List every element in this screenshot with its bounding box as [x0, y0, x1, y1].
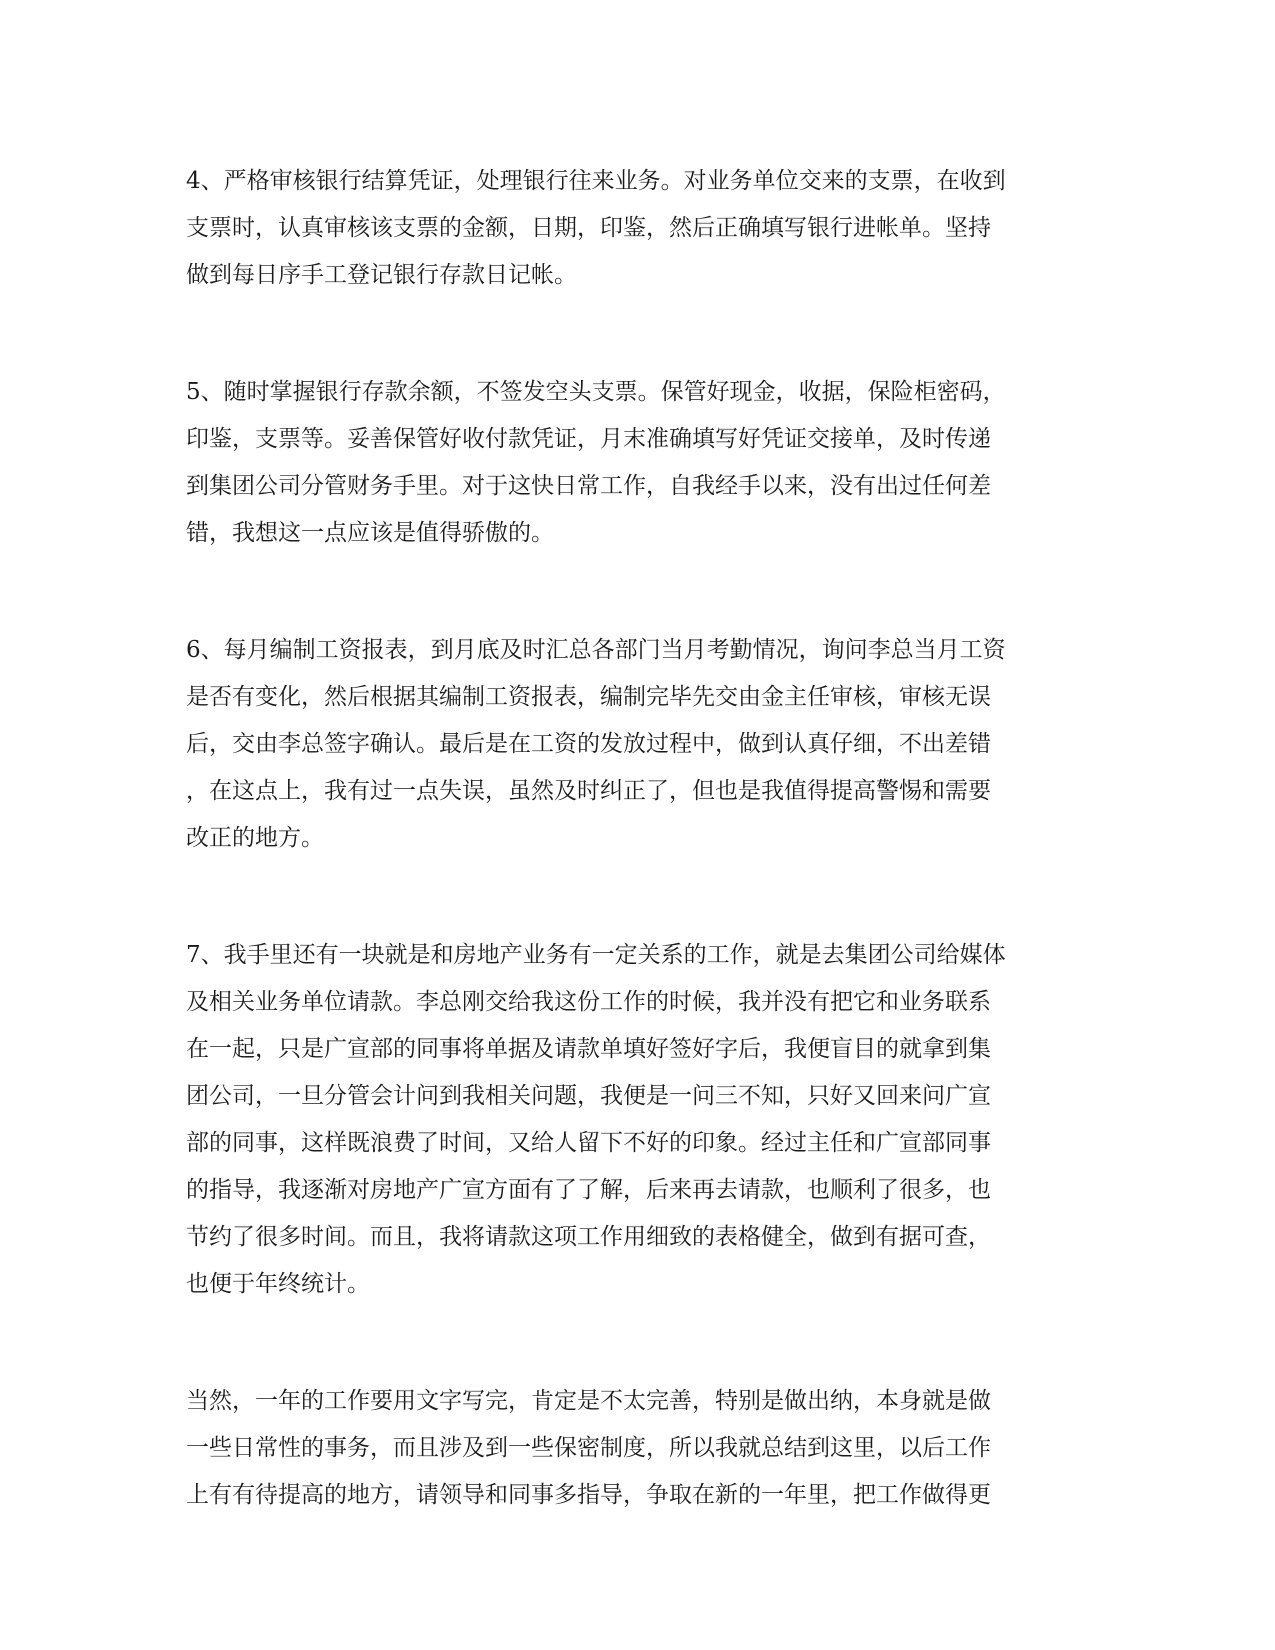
text-line: 到集团公司分管财务手里。对于这快日常工作，自我经手以来，没有出过任何差 — [186, 473, 991, 499]
text-line: 改正的地方。 — [186, 825, 324, 851]
paragraph-item-6 — [186, 627, 1046, 862]
paragraph-item-4 — [186, 158, 1046, 299]
text-line: 支票时，认真审核该支票的金额，日期，印鉴，然后正确填写银行进帐单。坚持 — [186, 215, 991, 241]
text-line: 上有有待提高的地方，请领导和同事多指导，争取在新的一年里，把工作做得更 — [186, 1482, 991, 1508]
text-line: 部的同事，这样既浪费了时间，又给人留下不好的印象。经过主任和广宣部同事 — [186, 1130, 991, 1156]
text-line: 6、每月编制工资报表，到月底及时汇总各部门当月考勤情况，询问李总当月工资 — [186, 637, 1006, 663]
text-line: 错，我想这一点应该是值得骄傲的。 — [186, 520, 554, 546]
text-line: 当然，一年的工作要用文字写完，肯定是不太完善，特别是做出纳，本身就是做 — [186, 1388, 991, 1414]
text-line: 团公司，一旦分管会计问到我相关问题，我便是一问三不知，只好又回来问广宣 — [186, 1083, 991, 1109]
text-line: 做到每日序手工登记银行存款日记帐。 — [186, 262, 577, 288]
text-line: 及相关业务单位请款。李总刚交给我这份工作的时候，我并没有把它和业务联系 — [186, 989, 991, 1015]
text-line: 在一起，只是广宣部的同事将单据及请款单填好签好字后，我便盲目的就拿到集 — [186, 1036, 991, 1062]
text-line: 一些日常性的事务，而且涉及到一些保密制度，所以我就总结到这里，以后工作 — [186, 1435, 991, 1461]
text-line: 印鉴，支票等。妥善保管好收付款凭证，月末准确填写好凭证交接单，及时传递 — [186, 426, 991, 452]
text-line: ，在这点上，我有过一点失误，虽然及时纠正了，但也是我值得提高警惕和需要 — [186, 778, 991, 804]
paragraph-conclusion — [186, 1378, 1046, 1519]
paragraph-item-5 — [186, 369, 1046, 557]
document-body — [186, 158, 1046, 1589]
text-line: 4、严格审核银行结算凭证，处理银行往来业务。对业务单位交来的支票，在收到 — [186, 168, 1006, 194]
text-line: 7、我手里还有一块就是和房地产业务有一定关系的工作，就是去集团公司给媒体 — [186, 942, 1006, 968]
text-line: 的指导，我逐渐对房地产广宣方面有了了解，后来再去请款，也顺利了很多，也 — [186, 1177, 991, 1203]
text-line: 后，交由李总签字确认。最后是在工资的发放过程中，做到认真仔细，不出差错 — [186, 731, 991, 757]
text-line: 5、随时掌握银行存款余额，不签发空头支票。保管好现金，收据，保险柜密码， — [186, 379, 1006, 405]
text-line: 是否有变化，然后根据其编制工资报表，编制完毕先交由金主任审核，审核无误 — [186, 684, 991, 710]
paragraph-item-7 — [186, 932, 1046, 1308]
text-line: 也便于年终统计。 — [186, 1271, 370, 1297]
text-line: 节约了很多时间。而且，我将请款这项工作用细致的表格健全，做到有据可查， — [186, 1224, 991, 1250]
